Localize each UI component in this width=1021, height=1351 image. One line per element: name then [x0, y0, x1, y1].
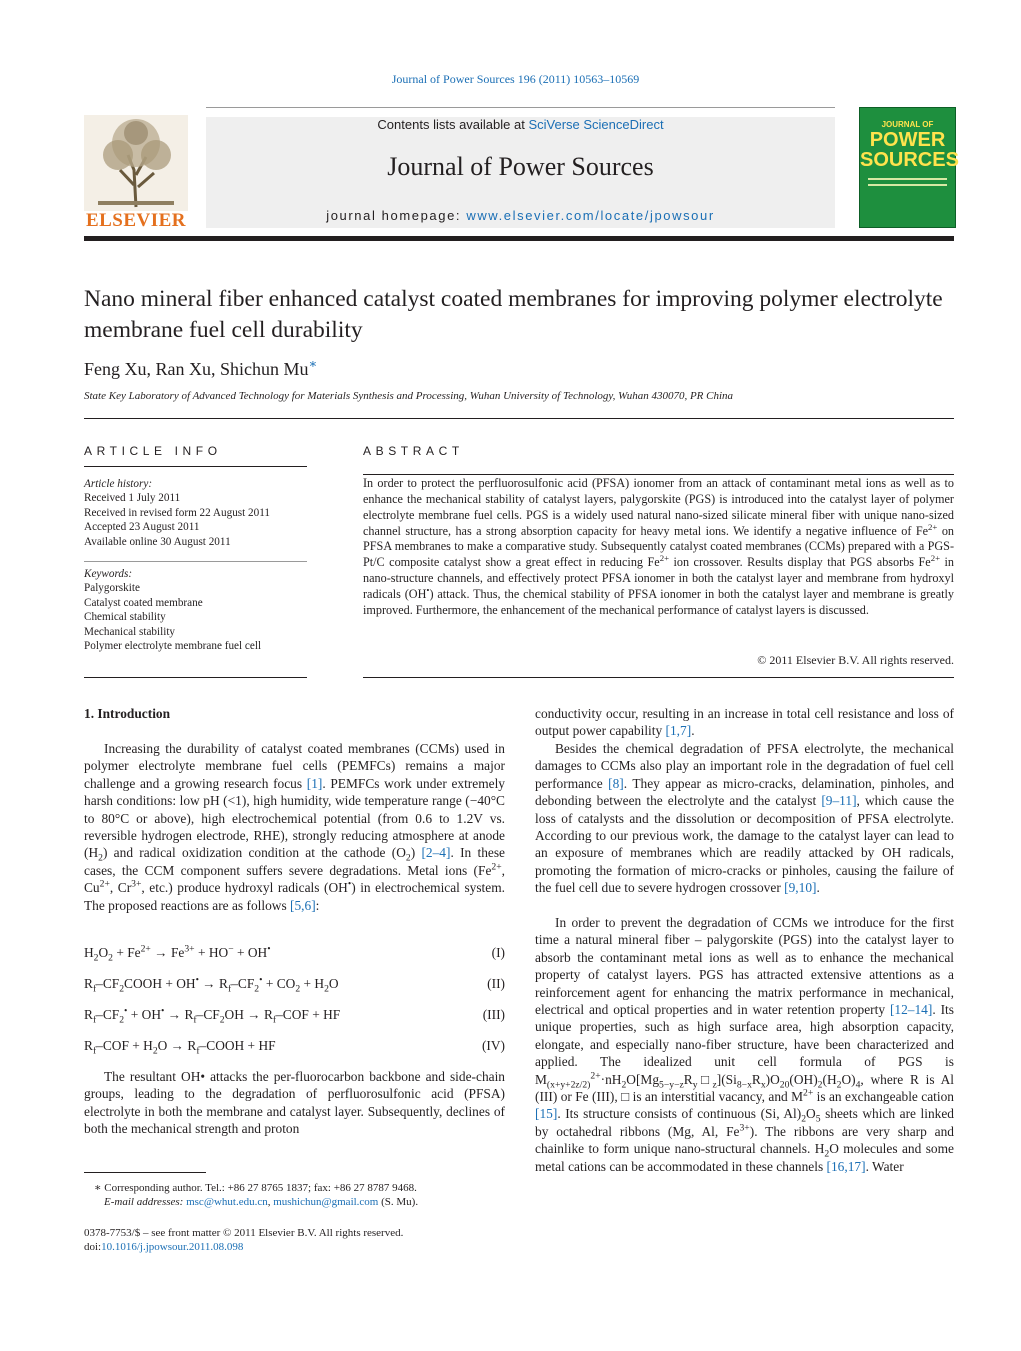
doi-link[interactable]: 10.1016/j.jpowsour.2011.08.098 — [101, 1241, 244, 1254]
equation-label: (I) — [491, 945, 505, 960]
reference-link[interactable]: [15] — [535, 1106, 558, 1122]
intro-paragraph-3: Besides the chemical degradation of PFSA electrolyte, the mechanical damages to CCMs also play an important role in the degradation of fuel cell performance [8]. They appear as micro-cracks, delamination, pinholes, and debonding between the electrolyte and the catalyst [9–11], which cause the loss of catalysts and the dissolution or decomposition of PFSA electrolyte. According to our previous work, the damage to the catalyst layer can lead to an exposure of membranes which are readily attacked by OH radicals, promoting the formation of micro-cracks or pinholes, causing the failure of the fuel cell due to severe hydrogen crossover [9,10]. — [535, 741, 955, 896]
contents-availability: Contents lists available at SciVerse ScienceDirect — [377, 117, 664, 132]
equation-label: (III) — [482, 1007, 505, 1022]
intro-paragraph-2: The resultant OH• attacks the per-fluorocarbon backbone and side-chain groups, leading to the degradation of perfluorosulfonic acid (PFSA) electrolyte in both the membrane and catalyst layer. Subsequently, declines of both the mechanical strength and proton — [84, 1069, 505, 1137]
equation-label: (IV) — [481, 1038, 505, 1053]
author-list: Feng Xu, Ran Xu, Shichun Mu∗ — [84, 356, 318, 379]
equation-4: $R_f$–COF + $H_2O$ → $R_f$–COOH + HF (IV) — [84, 1038, 505, 1057]
reference-link[interactable]: [1,7] — [665, 723, 692, 739]
history-label: Article history: — [84, 478, 153, 490]
intro-paragraph-2-continued: conductivity occur, resulting in an increase in total cell resistance and loss of output power capability [1,7]. — [535, 706, 954, 739]
copyright-notice: © 2011 Elsevier B.V. All rights reserved. — [757, 653, 954, 667]
history-date: Available online 30 August 2011 — [84, 535, 231, 548]
introduction-heading: 1. Introduction — [84, 706, 171, 721]
abstract-text: In order to protect the perfluorosulfonic acid (PFSA) ionomer from an attack of contaminant metal ions as well as to enhance the mechanical stability of catalyst layers, palygorskite (PGS) is introduced into the catalyst layer of polymer electrolyte membrane fuel cells. PGS is a widely used natural nano-sized silicate mineral fiber with unique nano-sized channel structure, has a strong absorption capacity for heavy metal ions. We identify a negative influence of $Fe^{2+}$ on PFSA membranes to make a comparative study. Subsequently catalyst coated membranes (CCMs) prepared with a PGS-Pt/C composite catalyst show a great effect in reducing $Fe^{2+}$ ion crossover. Results display that PGS absorbs $Fe^{2+}$ in nano-structure channels, and effectively protect PFSA ionomer in both the catalyst layer and membrane from hydroxyl radicals (OH•) attack. Thus, the chemical stability of PFSA ionomer in both the catalyst layer and membrane is greatly improved. Furthermore, the enhancement of the mechanical performance of catalyst layers is discussed. — [363, 476, 955, 617]
intro-paragraph-4: In order to prevent the degradation of CCMs we introduce for the first time a natural mineral fiber – palygorskite (PGS) into the catalyst layer to absorb the contaminant metal ions as well as to enhance the mechanical property of catalyst layers. PGS has attracted extensive attentions as a reinforcement agent for enhancing the matrix performance in mechanical, electrical and optical properties and in water retention property [12–14]. Its unique properties, such as high surface area, high absorption capacity, elongate, and especially nano-fiber structure, have been characterized and applied. The idealized unit cell formula of PGS is $M_{(x+y+2z/2)}^{2+}\cdot nH_2O[Mg_{5-y-z}R_y□_z](Si_{8-x}R_x)O_{20}(OH)_2(H_2O)_4$, where R is Al (III) or Fe (III), □ is an interstitial vacancy, and $M^{2+}$ is an exchangeable cation [15]. Its structure consists of continuous (Si, $Al)_2O_5$ sheets which are linked by octahedral ribbons (Mg, Al, $Fe^{3+}$). The ribbons are very sharp and chainlike to form unique nano-structural channels. $H_2O$ molecules and some metal cations can be accommodated in these channels [16,17]. Water — [535, 915, 955, 1174]
equation-1: $H_2O_2 + Fe^{2+} \to Fe^{3+} + HO^- + OH^•$ (I) — [84, 943, 505, 964]
affiliation-rule — [84, 418, 954, 419]
corresponding-author-footnote: ∗ Corresponding author. Tel.: +86 27 8765 1837; fax: +86 27 8787 9468. E-mail addresses: msc@whut.edu.cn, mushichun@gmail.com (S. Mu). — [94, 1182, 419, 1209]
issn-line: 0378-7753/$ – see front matter © 2011 Elsevier B.V. All rights reserved. — [84, 1227, 404, 1239]
issn-doi-block — [84, 1226, 505, 1255]
keywords — [84, 567, 307, 653]
cover-title: POWER SOURCES — [860, 129, 959, 171]
reference-link[interactable]: [1] — [306, 775, 323, 791]
keyword: Chemical stability — [84, 611, 166, 624]
history-date: Accepted 23 August 2011 — [84, 521, 200, 534]
footnote-rule — [84, 1172, 206, 1173]
journal-name: Journal of Power Sources — [387, 152, 654, 181]
header-thick-rule — [84, 236, 954, 241]
reference-link[interactable]: [9,10] — [784, 880, 817, 896]
journal-citation[interactable]: Journal of Power Sources 196 (2011) 10563–10569 — [391, 72, 640, 86]
keyword: Polymer electrolyte membrane fuel cell — [84, 640, 262, 653]
equation-label: (II) — [487, 976, 505, 991]
intro-paragraph-1: Increasing the durability of catalyst coated membranes (CCMs) used in polymer electrolyte membrane fuel cells (PEMFCs) remains a major challenge and a growing research focus [1]. PEMFCs work under extremely harsh conditions: low pH (<1), high humidity, wide temperature range (−40°C to 80°C or above), high electrochemical potential (from 0.6 to 1.2V vs. reversible hydrogen electrode, RHE), strongly reducing atmosphere at anode $(H_2)$ and radical oxidization condition at the cathode $(O_2)$ [2–4]. In these cases, the CCM component suffers severe degradations. Metal ions ($Fe^{2+}$, $Cu^{2+}$, $Cr^{3+}$, etc.) produce hydroxyl radicals (OH•) in electrochemical system. The proposed reactions are as follows [5,6]: — [84, 741, 505, 913]
keyword: Mechanical stability — [84, 625, 176, 638]
equation-2: $R_f-CF_2COOH + OH^• \to R_f-CF_2^• + CO_2 + H_2O$ (II) — [84, 974, 505, 995]
homepage-link[interactable]: www.elsevier.com/locate/jpowsour — [466, 208, 715, 223]
affiliation: State Key Laboratory of Advanced Technology for Materials Synthesis and Processing, Wuhan University of Technology, Wuhan 430070, PR China — [84, 390, 734, 402]
keyword: Catalyst coated membrane — [84, 596, 203, 609]
corresponding-author-mark[interactable]: ∗ — [308, 356, 318, 371]
email-link[interactable]: mushichun@gmail.com — [273, 1196, 379, 1209]
cover-kicker: JOURNAL OF — [881, 120, 934, 129]
reference-link[interactable]: [12–14] — [889, 1002, 933, 1018]
email-link[interactable]: msc@whut.edu.cn — [186, 1196, 268, 1209]
reference-link[interactable]: [8] — [608, 775, 624, 791]
article-title: Nano mineral fiber enhanced catalyst coated membranes for improving polymer electrolyte membrane fuel cell durability — [84, 286, 943, 343]
abstract-heading: ABSTRACT — [363, 444, 464, 458]
reference-link[interactable]: [9–11] — [821, 793, 857, 809]
history-date: Received in revised form 22 August 2011 — [84, 506, 271, 519]
elsevier-wordmark: ELSEVIER — [85, 210, 187, 231]
reference-link[interactable]: [5,6] — [290, 897, 316, 913]
reference-link[interactable]: [2–4] — [421, 845, 451, 861]
doi-line: doi:10.1016/j.jpowsour.2011.08.098 — [84, 1241, 244, 1254]
journal-homepage: journal homepage: www.elsevier.com/locate/jpowsour — [326, 208, 715, 223]
keyword: Palygorskite — [84, 582, 140, 595]
history-date: Received 1 July 2011 — [84, 492, 181, 505]
header-divider — [206, 107, 835, 108]
article-history — [84, 477, 307, 549]
keywords-label: Keywords: — [84, 568, 133, 580]
sciencedirect-link[interactable]: SciVerse ScienceDirect — [528, 117, 664, 132]
journal-cover-thumbnail[interactable] — [859, 107, 959, 228]
elsevier-tree-icon — [84, 115, 202, 215]
equation-3: $R_f-CF_2^• + OH^• \to R_f-CF_2OH \to R_f-COF$ + HF (III) — [84, 1005, 505, 1026]
reference-link[interactable]: [16,17] — [826, 1158, 866, 1174]
article-info-heading: ARTICLE INFO — [84, 444, 222, 458]
